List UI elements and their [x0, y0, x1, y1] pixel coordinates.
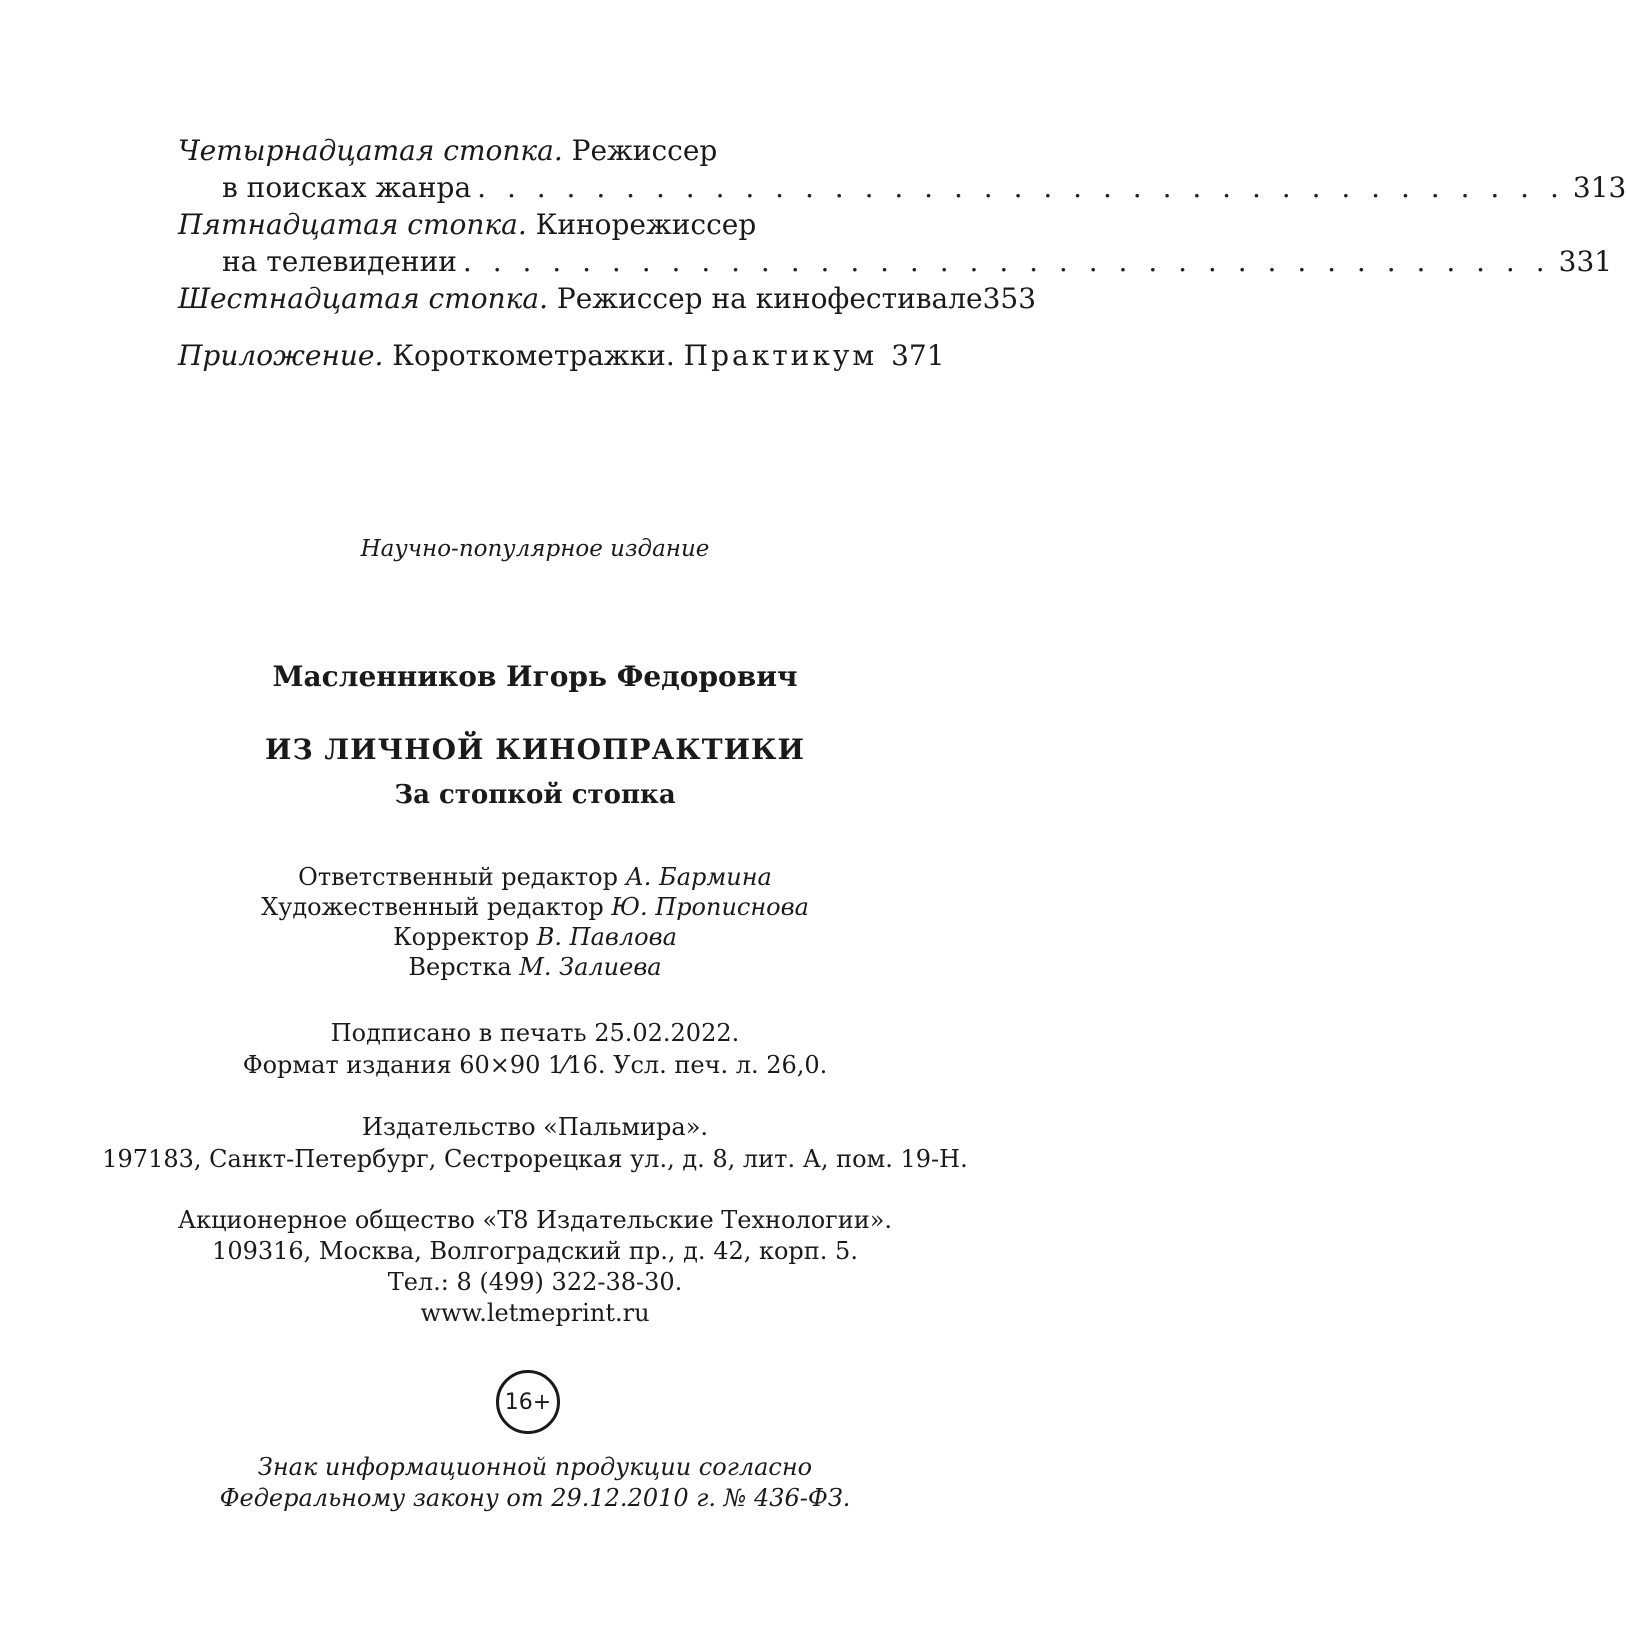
- age-notice-line: Федеральному закону от 29.12.2010 г. № 436-ФЗ.: [219, 1484, 851, 1512]
- toc-entry-15[interactable]: [178, 206, 1613, 280]
- printer-website-link[interactable]: www.letmeprint.ru: [420, 1299, 650, 1327]
- credit-role: Ответственный редактор: [298, 863, 618, 891]
- book-author: Масленников Игорь Федорович: [272, 660, 798, 693]
- credit-line: [0, 922, 1070, 952]
- book-title: ИЗ ЛИЧНОЙ КИНОПРАКТИКИ: [265, 733, 805, 766]
- credit-line: [0, 862, 1070, 892]
- toc-page-number: 353: [982, 282, 1037, 315]
- age-notice-line: Знак информационной продукции согласно: [257, 1453, 813, 1481]
- toc-leader-dots: . . . . . . . . . . . . . . . . . . . . . . . . . . . . . . . . . . . . .: [477, 171, 1565, 204]
- toc-page-number: 331: [1558, 245, 1613, 278]
- toc-entry-title-continued: в поисках жанра: [222, 171, 472, 204]
- signed-date: Подписано в печать 25.02.2022.: [330, 1019, 740, 1047]
- printer-info: [0, 1205, 1070, 1329]
- credit-line: [0, 892, 1070, 922]
- toc-entry-title-italic: Шестнадцатая стопка.: [178, 282, 548, 315]
- editorial-credits: [0, 862, 1070, 982]
- printer-phone: Тел.: 8 (499) 322-38-30.: [387, 1268, 683, 1296]
- toc-entry-appendix[interactable]: [178, 337, 945, 374]
- book-subtitle: За стопкой стопка: [394, 780, 676, 810]
- credit-name: М. Залиева: [519, 953, 662, 981]
- toc-page-number: 313: [1572, 171, 1626, 204]
- credit-line: [0, 952, 1070, 982]
- age-rating-label: 16+: [504, 1389, 552, 1415]
- toc-entry-title-italic: Приложение.: [178, 339, 384, 372]
- toc-entry-14[interactable]: [178, 132, 1626, 206]
- edition-genre: Научно-популярное издание: [360, 536, 710, 562]
- publisher-address: 197183, Санкт-Петербург, Сестрорецкая ул., д. 8, лит. А, пом. 19-Н.: [102, 1145, 968, 1173]
- credit-name: А. Бармина: [625, 863, 772, 891]
- credit-role: Верстка: [408, 953, 512, 981]
- toc-entry-title-italic: Четырнадцатая стопка.: [178, 134, 563, 167]
- toc-entry-title-continued: на телевидении: [222, 245, 457, 278]
- credit-name: В. Павлова: [536, 923, 677, 951]
- toc-page-number: 371: [891, 339, 945, 372]
- toc-entry-title-italic: Пятнадцатая стопка.: [178, 208, 527, 241]
- age-rating-notice: [0, 1452, 1070, 1514]
- toc-entry-title-spaced: Практикум: [683, 339, 878, 372]
- printer-name: Акционерное общество «Т8 Издательские Технологии».: [177, 1206, 893, 1234]
- toc-entry-title: Кинорежиссер: [526, 208, 757, 241]
- toc-leader-dots: . . . . . . . . . . . . . . . . . . . . . . . . . . . . . . . . . . . . .: [462, 245, 1551, 278]
- credit-role: Корректор: [393, 923, 530, 951]
- edition-format: Формат издания 60×90 1⁄16. Усл. печ. л. 26,0.: [242, 1051, 828, 1079]
- publisher-name: Издательство «Пальмира».: [361, 1113, 709, 1141]
- toc-entry-title: Режиссер на кинофестивале: [548, 282, 983, 315]
- table-of-contents: [178, 132, 1626, 374]
- toc-entry-title: Короткометражки.: [383, 339, 675, 372]
- toc-entry-16[interactable]: [178, 280, 1037, 317]
- toc-entry-title: Режиссер: [562, 134, 718, 167]
- print-info: [0, 1017, 1070, 1081]
- printer-address: 109316, Москва, Волгоградский пр., д. 42, корп. 5.: [212, 1237, 858, 1265]
- credit-name: Ю. Прописнова: [611, 893, 809, 921]
- credit-role: Художественный редактор: [261, 893, 604, 921]
- age-rating-badge: [496, 1370, 560, 1434]
- publisher-info: [0, 1111, 1070, 1175]
